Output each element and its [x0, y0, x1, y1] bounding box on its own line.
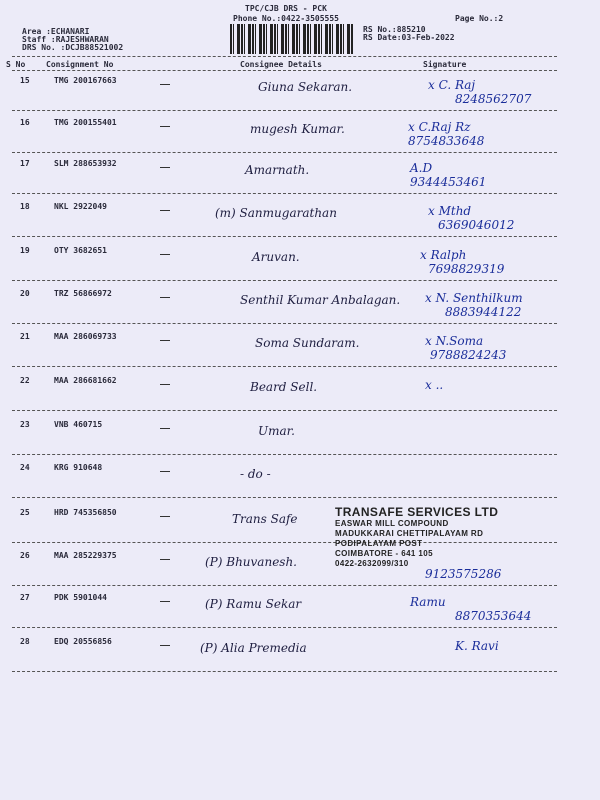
- serial-number: 17: [20, 159, 30, 168]
- row-divider: [12, 585, 557, 586]
- row-dash-mark: [160, 340, 170, 341]
- staff-label: Staff :RAJESHWARAN: [22, 35, 109, 44]
- rs-date: RS Date:03-Feb-2022: [363, 33, 455, 42]
- consignment-number: MAA 286069733: [54, 332, 117, 341]
- consignee-name: (m) Sanmugarathan: [215, 206, 337, 220]
- row-divider: [12, 627, 557, 628]
- receiver-phone: 8883944122: [445, 305, 522, 319]
- receiver-signature: x N.Soma: [425, 334, 484, 348]
- consignee-name: Giuna Sekaran.: [258, 80, 353, 94]
- row-divider: [12, 410, 557, 411]
- receiver-signature: K. Ravi: [455, 639, 499, 653]
- serial-number: 28: [20, 637, 30, 646]
- row-divider: [12, 497, 557, 498]
- row-dash-mark: [160, 601, 170, 602]
- row-dash-mark: [160, 210, 170, 211]
- receiver-signature: x N. Senthilkum: [425, 291, 523, 305]
- consignment-number: PDK 5901044: [54, 593, 107, 602]
- consignment-number: EDQ 20556856: [54, 637, 112, 646]
- consignee-name: Umar.: [258, 424, 295, 438]
- consignment-number: TRZ 56866972: [54, 289, 112, 298]
- stamp-phone: 0422-2632099/310: [335, 559, 409, 568]
- drs-number: DRS No. :DCJB88521002: [22, 43, 124, 52]
- stamp-address-line: EASWAR MILL COMPOUND: [335, 519, 449, 528]
- receiver-phone: 7698829319: [428, 262, 505, 276]
- rs-number: RS No.:885210: [363, 25, 426, 34]
- stamp-address-line: MADUKKARAI CHETTIPALAYAM RD: [335, 529, 484, 538]
- consignee-name: Trans Safe: [232, 512, 298, 526]
- column-header-signature: Signature: [423, 60, 467, 69]
- consignment-number: MAA 286681662: [54, 376, 117, 385]
- row-divider: [12, 110, 557, 111]
- table-row: [0, 593, 600, 633]
- table-row: [0, 118, 600, 158]
- table-row: [0, 637, 600, 677]
- consignment-number: KRG 910648: [54, 463, 103, 472]
- consignment-number: MAA 285229375: [54, 551, 117, 560]
- row-divider: [12, 193, 557, 194]
- page-number: Page No.:2: [455, 14, 504, 23]
- table-row: [0, 376, 600, 416]
- consignee-name: - do -: [240, 467, 271, 481]
- receiver-phone: 8870353644: [455, 609, 532, 623]
- row-divider: [12, 323, 557, 324]
- serial-number: 24: [20, 463, 30, 472]
- row-divider: [12, 236, 557, 237]
- row-divider: [12, 280, 557, 281]
- consignee-name: (P) Alia Premedia: [200, 641, 307, 655]
- serial-number: 22: [20, 376, 30, 385]
- row-dash-mark: [160, 384, 170, 385]
- row-divider: [12, 671, 557, 672]
- row-dash-mark: [160, 516, 170, 517]
- area-label: Area :ECHANARI: [22, 27, 90, 36]
- consignee-name: Soma Sundaram.: [255, 336, 360, 350]
- consignee-name: (P) Bhuvanesh.: [205, 555, 297, 569]
- header-divider-bottom: [12, 70, 557, 71]
- receiver-signature: x ..: [425, 378, 444, 392]
- row-dash-mark: [160, 167, 170, 168]
- receiver-signature: A.D: [410, 161, 433, 175]
- receiver-signature: Ramu: [410, 595, 446, 609]
- row-divider: [12, 152, 557, 153]
- row-dash-mark: [160, 126, 170, 127]
- phone-number: Phone No.:0422-3505555: [233, 14, 339, 23]
- receiver-signature: x Ralph: [420, 248, 467, 262]
- receiver-phone: 9123575286: [425, 567, 502, 581]
- barcode: [230, 24, 354, 54]
- consignee-name: (P) Ramu Sekar: [205, 597, 302, 611]
- table-row: [0, 246, 600, 286]
- table-row: [0, 159, 600, 199]
- receiver-signature: x C. Raj: [428, 78, 476, 92]
- table-row: [0, 332, 600, 372]
- consignment-number: HRD 745356850: [54, 508, 117, 517]
- consignment-number: TMG 200167663: [54, 76, 117, 85]
- row-dash-mark: [160, 471, 170, 472]
- serial-number: 20: [20, 289, 30, 298]
- receiver-phone: 9788824243: [430, 348, 507, 362]
- consignee-name: Senthil Kumar Anbalagan.: [240, 293, 401, 307]
- row-dash-mark: [160, 297, 170, 298]
- table-row: [0, 420, 600, 460]
- receiver-phone: 8248562707: [455, 92, 532, 106]
- column-header-consignment: Consignment No: [46, 60, 114, 69]
- receiver-phone: 9344453461: [410, 175, 487, 189]
- serial-number: 19: [20, 246, 30, 255]
- receiver-signature: x C.Raj Rz: [408, 120, 471, 134]
- table-row: [0, 76, 600, 116]
- company-stamp: [335, 505, 560, 569]
- consignee-name: Beard Sell.: [250, 380, 318, 394]
- stamp-address-line: PODIPALAYAM POST: [335, 539, 423, 548]
- receiver-phone: 6369046012: [438, 218, 515, 232]
- consignment-number: VNB 460715: [54, 420, 103, 429]
- serial-number: 18: [20, 202, 30, 211]
- document-title: TPC/CJB DRS - PCK: [245, 4, 327, 13]
- serial-number: 25: [20, 508, 30, 517]
- header-divider-top: [12, 56, 557, 57]
- column-header-sno: S No: [6, 60, 26, 69]
- stamp-company-name: TRANSAFE SERVICES LTD: [335, 505, 499, 519]
- consignment-number: TMG 200155401: [54, 118, 117, 127]
- serial-number: 15: [20, 76, 30, 85]
- row-divider: [12, 366, 557, 367]
- serial-number: 26: [20, 551, 30, 560]
- receiver-phone: 8754833648: [408, 134, 485, 148]
- consignee-name: mugesh Kumar.: [250, 122, 345, 136]
- serial-number: 16: [20, 118, 30, 127]
- table-row: [0, 463, 600, 503]
- consignment-number: NKL 2922049: [54, 202, 107, 211]
- serial-number: 27: [20, 593, 30, 602]
- row-divider: [12, 454, 557, 455]
- receiver-signature: x Mthd: [428, 204, 472, 218]
- row-dash-mark: [160, 428, 170, 429]
- consignment-number: OTY 3682651: [54, 246, 107, 255]
- serial-number: 21: [20, 332, 30, 341]
- row-dash-mark: [160, 645, 170, 646]
- consignment-number: SLM 288653932: [54, 159, 117, 168]
- column-header-details: Consignee Details: [240, 60, 322, 69]
- stamp-address-line: COIMBATORE - 641 105: [335, 549, 433, 558]
- consignee-name: Amarnath.: [245, 163, 310, 177]
- row-dash-mark: [160, 254, 170, 255]
- serial-number: 23: [20, 420, 30, 429]
- row-dash-mark: [160, 559, 170, 560]
- consignee-name: Aruvan.: [252, 250, 300, 264]
- table-row: [0, 202, 600, 242]
- table-row: [0, 289, 600, 329]
- row-dash-mark: [160, 84, 170, 85]
